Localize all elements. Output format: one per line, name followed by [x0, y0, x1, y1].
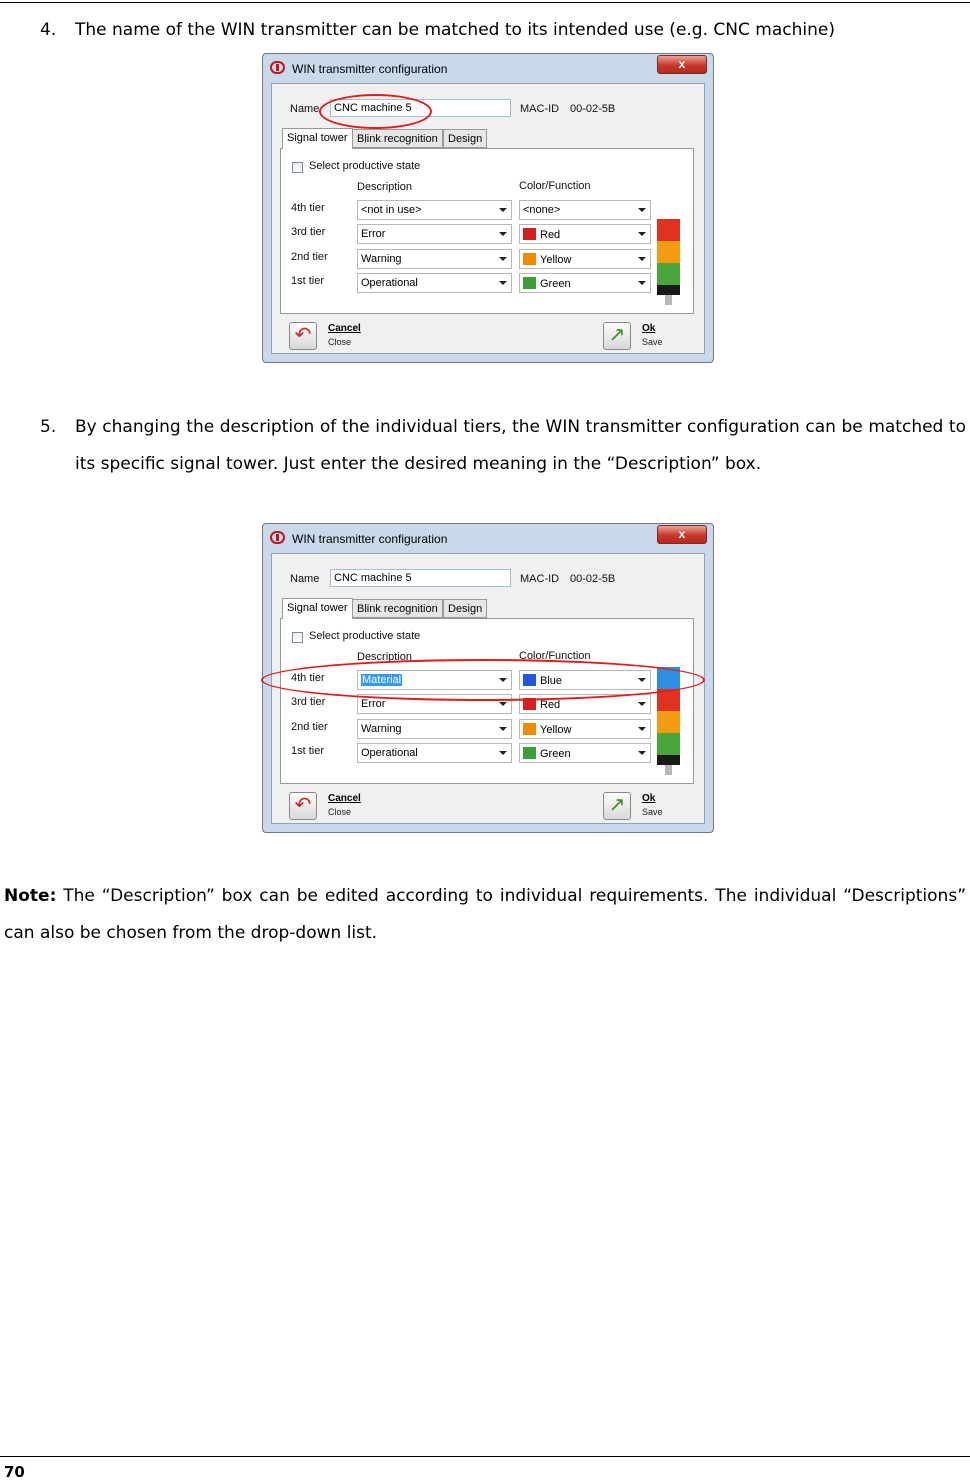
description-combo[interactable] [357, 249, 512, 269]
name-label: Name [290, 103, 320, 115]
page-number: 70 [4, 1463, 25, 1481]
description-header: Description [357, 181, 413, 193]
step-4-number: 4. [40, 20, 57, 40]
ok-button[interactable]: Ok [642, 323, 656, 334]
name-input[interactable]: CNC machine 5 [330, 569, 511, 587]
chevron-down-icon [638, 702, 646, 706]
step-4-text: The name of the WIN transmitter can be matched to its intended use (e.g. CNC machine) [75, 20, 835, 40]
tab-design[interactable]: Design [443, 129, 487, 148]
app-logo-icon [270, 531, 285, 544]
chevron-down-icon [638, 232, 646, 236]
mac-label: MAC-ID [520, 573, 560, 585]
color-combo[interactable] [519, 273, 651, 293]
chevron-down-icon [499, 208, 507, 212]
combo-value: Warning [361, 253, 402, 265]
config-dialog-2 [262, 523, 714, 833]
chevron-down-icon [499, 702, 507, 706]
checkbox-label: Select productive state [309, 630, 421, 642]
note-label: Note: [4, 886, 57, 906]
combo-value: Blue [540, 675, 563, 687]
chevron-down-icon [499, 727, 507, 731]
cancel-button[interactable]: Cancel [328, 793, 361, 804]
tab-signal-tower[interactable]: Signal tower [282, 128, 353, 149]
combo-value: <not in use> [361, 204, 422, 216]
productive-state-checkbox[interactable] [292, 162, 303, 173]
description-combo[interactable] [357, 200, 512, 220]
description-header: Description [357, 651, 413, 663]
name-highlight-circle [319, 94, 432, 129]
description-combo[interactable] [357, 273, 512, 293]
chevron-down-icon [499, 281, 507, 285]
step-5-text: By changing the description of the individual tiers, the WIN transmitter configuration can be matched to its specific signal tower. Just enter the desired meaning in the “Description” box. [75, 417, 966, 474]
chevron-down-icon [499, 751, 507, 755]
close-button[interactable]: x [657, 525, 707, 544]
signal-tower-panel [280, 148, 694, 314]
color-combo[interactable] [519, 719, 651, 739]
name-input[interactable]: CNC machine 5 [330, 99, 511, 117]
combo-value: Operational [361, 277, 418, 289]
mac-value: 00-02-5B [570, 103, 616, 115]
chevron-down-icon [638, 751, 646, 755]
signal-tower-panel [280, 618, 694, 784]
signal-tower-icon [657, 219, 680, 305]
cancel-subtitle: Close [328, 807, 352, 817]
tab-blink-recognition[interactable]: Blink recognition [352, 129, 443, 148]
combo-value: Yellow [540, 254, 572, 266]
ok-subtitle: Save [642, 337, 663, 347]
tier-label: 2nd tier [291, 721, 328, 733]
combo-value: Operational [361, 747, 418, 759]
color-function-header: Color/Function [519, 180, 591, 192]
mac-label: MAC-ID [520, 103, 560, 115]
combo-value: Warning [361, 723, 402, 735]
ok-button[interactable]: Ok [642, 793, 656, 804]
combo-value: Red [540, 699, 561, 711]
combo-value-selected: Material [362, 674, 402, 686]
combo-value: Green [540, 748, 571, 760]
combo-value: Yellow [540, 724, 572, 736]
name-label: Name [290, 573, 320, 585]
tier-label: 4th tier [291, 672, 325, 684]
description-combo[interactable] [357, 224, 512, 244]
cancel-button[interactable]: Cancel [328, 323, 361, 334]
dialog-title: WIN transmitter configuration [292, 62, 448, 76]
color-swatch [523, 228, 536, 240]
description-combo[interactable] [357, 719, 512, 739]
combo-value: Green [540, 278, 571, 290]
chevron-down-icon [638, 281, 646, 285]
color-combo[interactable] [519, 224, 651, 244]
note-text: The “Description” box can be edited according to individual requirements. The individual “Descriptions” can also be chosen from the drop-down list. [4, 886, 966, 943]
tab-design[interactable]: Design [443, 599, 487, 618]
tab-signal-tower[interactable]: Signal tower [282, 598, 353, 619]
dialog-title: WIN transmitter configuration [292, 532, 448, 546]
ok-icon-button[interactable]: ↗ [603, 322, 631, 350]
chevron-down-icon [499, 257, 507, 261]
color-swatch [523, 277, 536, 289]
cancel-subtitle: Close [328, 337, 352, 347]
color-function-header: Color/Function [519, 650, 591, 662]
tier-label: 1st tier [291, 745, 325, 757]
color-combo[interactable] [519, 249, 651, 269]
chevron-down-icon [638, 257, 646, 261]
step-5-number: 5. [40, 417, 57, 437]
note-paragraph [4, 878, 966, 952]
color-combo[interactable] [519, 743, 651, 763]
color-swatch [523, 723, 536, 735]
tier-4-highlight-ellipse [261, 659, 705, 701]
tier-label: 2nd tier [291, 251, 328, 263]
color-swatch [523, 747, 536, 759]
dialog-titlebar [263, 54, 713, 82]
description-combo[interactable] [357, 743, 512, 763]
ok-icon-button[interactable]: ↗ [603, 792, 631, 820]
tab-blink-recognition[interactable]: Blink recognition [352, 599, 443, 618]
productive-state-checkbox[interactable] [292, 632, 303, 643]
tier-label: 3rd tier [291, 226, 326, 238]
cancel-icon-button[interactable]: ↶ [289, 322, 317, 350]
chevron-down-icon [499, 232, 507, 236]
combo-value: <none> [523, 204, 561, 216]
tier-label: 3rd tier [291, 696, 326, 708]
dialog-titlebar [263, 524, 713, 552]
ok-subtitle: Save [642, 807, 663, 817]
close-button[interactable]: x [657, 55, 707, 74]
app-logo-icon [270, 61, 285, 74]
tier-label: 1st tier [291, 275, 325, 287]
color-combo[interactable] [519, 200, 651, 220]
color-swatch [523, 253, 536, 265]
checkbox-label: Select productive state [309, 160, 421, 172]
config-dialog-1 [262, 53, 714, 363]
combo-value: Error [361, 228, 386, 240]
top-rule [0, 2, 970, 3]
mac-value: 00-02-5B [570, 573, 616, 585]
chevron-down-icon [638, 208, 646, 212]
combo-value: Red [540, 229, 561, 241]
combo-value: Error [361, 698, 386, 710]
chevron-down-icon [638, 727, 646, 731]
bottom-rule [0, 1456, 970, 1457]
cancel-icon-button[interactable]: ↶ [289, 792, 317, 820]
tier-label: 4th tier [291, 202, 325, 214]
